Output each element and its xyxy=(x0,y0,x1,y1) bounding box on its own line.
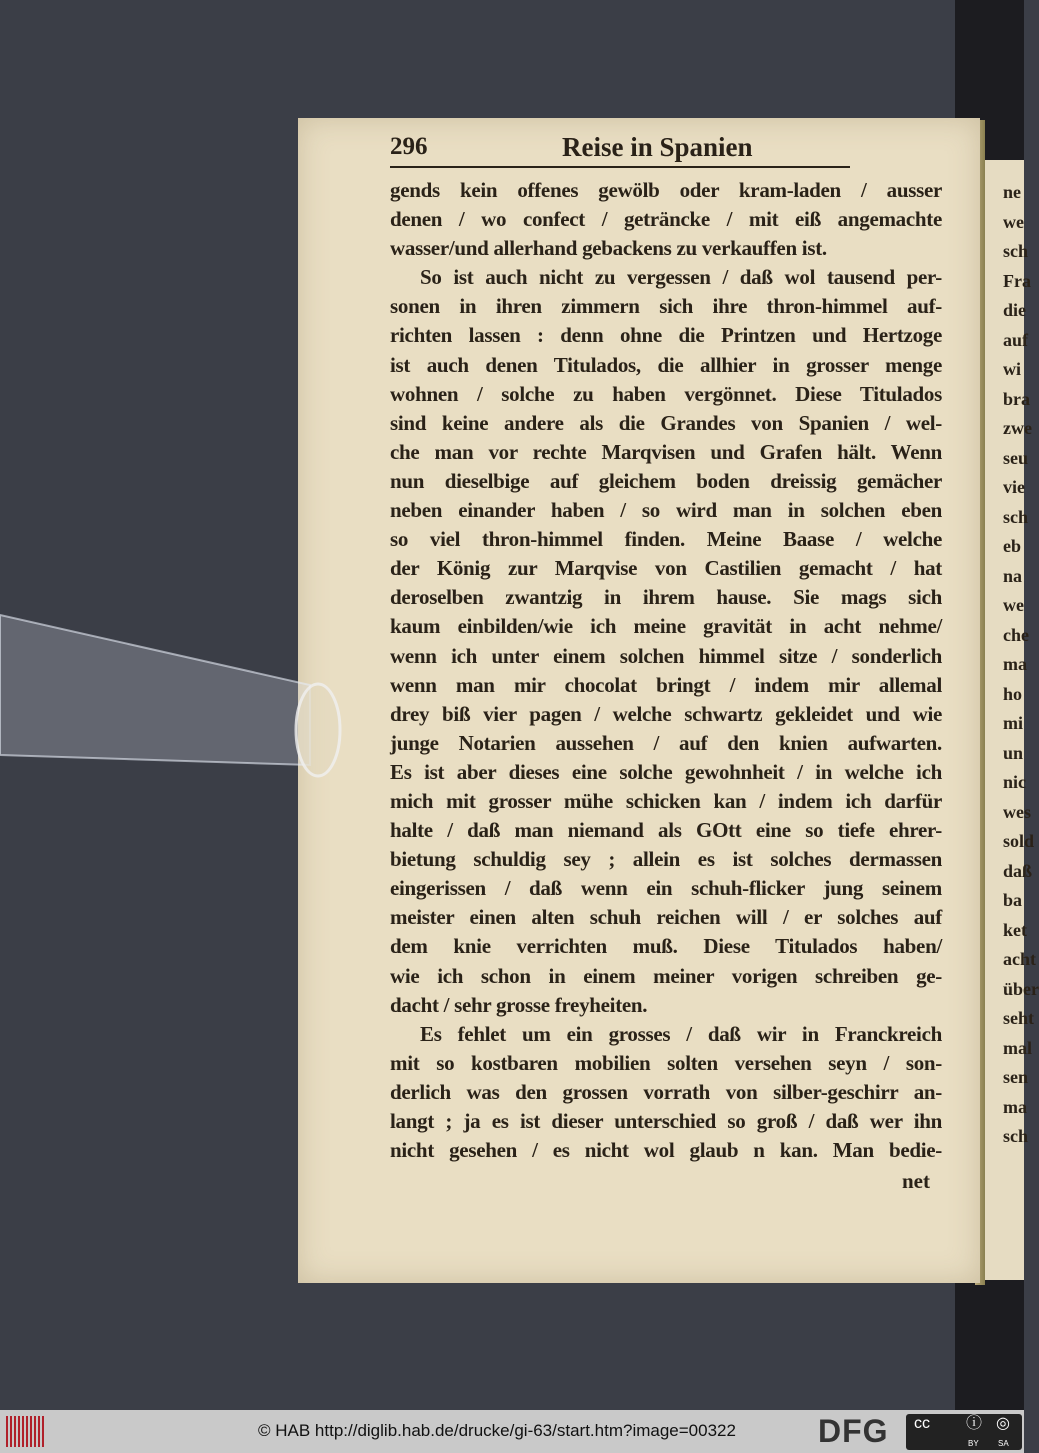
text-line xyxy=(390,467,942,496)
text-line-content: halte / daß man niemand als GOtt eine so tiefe ehrer- xyxy=(390,818,942,843)
text-line-content: mit so kostbaren mobilien solten versehen seyn / son- xyxy=(390,1050,942,1075)
text-line xyxy=(390,1107,942,1136)
text-line xyxy=(390,525,942,554)
text-line-content: kaum einbilden/wie ich meine gravität in acht nehme/ xyxy=(390,614,942,639)
text-line xyxy=(390,991,942,1020)
text-line xyxy=(390,932,942,961)
next-page-fragment: ma xyxy=(1003,654,1027,674)
text-line-content: sonen in ihren zimmern sich ihre thron-himmel auf- xyxy=(390,294,942,319)
text-line xyxy=(390,409,942,438)
next-page-fragment: Fra xyxy=(1003,270,1031,291)
text-line xyxy=(390,496,942,525)
next-page-fragment: bra xyxy=(1003,388,1030,409)
next-page-fragment: sch xyxy=(1003,241,1029,261)
book-page xyxy=(298,118,980,1283)
text-line xyxy=(390,438,942,467)
credit-link[interactable]: © HAB http://diglib.hab.de/drucke/gi-63/start.htm?image=00322 xyxy=(258,1421,736,1440)
text-line-content: nun dieselbige auf gleichem boden dreissig gemächer xyxy=(390,468,942,493)
text-line xyxy=(390,612,942,641)
text-line-content: bietung schuldig sey ; allein es ist solches dermassen xyxy=(390,847,942,872)
next-page-fragment: sch xyxy=(1003,506,1029,527)
next-page-fragment: ma xyxy=(1003,1096,1027,1117)
text-line-content: wohnen / solche zu haben vergönnet. Diese Titulados xyxy=(390,381,942,406)
next-page-fragment: seht xyxy=(1003,1008,1034,1028)
footer-bar xyxy=(0,1410,1024,1453)
text-line-content: nicht gesehen / es nicht wol glaub n kan. Man bedie- xyxy=(390,1138,942,1163)
text-line-content: der König zur Marqvise von Castilien gemacht / hat xyxy=(390,556,942,581)
text-line-content: So ist auch nicht zu vergessen / daß wol tausend per- xyxy=(420,265,942,290)
by-label: BY xyxy=(968,1439,979,1448)
next-page-fragment: sold xyxy=(1003,831,1035,851)
text-line-content: neben einander haben / so wird man in solchen eben xyxy=(390,498,942,523)
text-line-content: Es fehlet um ein grosses / daß wir in Franckreich xyxy=(420,1021,942,1046)
next-page-fragment: auf xyxy=(1003,329,1029,350)
text-line xyxy=(390,351,942,380)
text-line xyxy=(390,1049,942,1078)
text-line-content: denen / wo confect / geträncke / mit eiß angemachte xyxy=(390,207,942,232)
text-line-content: richten lassen : denn ohne die Printzen und Hertzoge xyxy=(390,323,942,348)
text-line-content: dem knie verrichten muß. Diese Titulados haben/ xyxy=(390,934,942,959)
next-page-fragment: we xyxy=(1003,595,1024,615)
page-header xyxy=(390,132,850,168)
next-page-fragment: un xyxy=(1003,742,1024,763)
text-line xyxy=(390,176,942,205)
hab-logo-icon xyxy=(6,1416,46,1447)
next-page-fragment: die xyxy=(1003,300,1027,320)
next-page-fragment: wes xyxy=(1003,801,1031,822)
next-page-fragment: wi xyxy=(1003,359,1021,379)
text-line-content: gends kein offenes gewölb oder kram-laden / ausser xyxy=(390,178,942,202)
text-line-content: meister einen alten schuh reichen will / er solches auf xyxy=(390,905,942,930)
sa-label: SA xyxy=(998,1439,1009,1448)
text-line-content: derlich was den grossen vorrath von silber-geschirr an- xyxy=(390,1079,942,1104)
text-line-content: wasser/und allerhand gebackens zu verkauffen ist. xyxy=(390,236,827,261)
text-line-content: deroselben zwantzig in ihrem hause. Sie mags sich xyxy=(390,585,942,610)
by-icon: ⓘ xyxy=(966,1415,983,1432)
text-line xyxy=(390,1136,942,1165)
text-line xyxy=(390,816,942,845)
sa-icon: ◎ xyxy=(996,1415,1010,1432)
next-page-fragment: seu xyxy=(1003,447,1029,468)
text-line-content: che man vor rechte Marqvisen und Grafen hält. Wenn xyxy=(390,439,942,464)
next-page-fragment: über xyxy=(1003,978,1039,999)
dfg-logo: DFG xyxy=(818,1413,889,1449)
text-line-content: langt ; ja es ist dieser unterschied so groß / daß wer ihn xyxy=(390,1109,942,1133)
text-line-content: sind keine andere als die Grandes von Spanien / wel- xyxy=(390,410,942,435)
text-line xyxy=(390,380,942,409)
text-line xyxy=(390,845,942,874)
next-page-fragment: ho xyxy=(1003,683,1023,704)
catchword: net xyxy=(902,1169,930,1193)
text-line-content: ist auch denen Titulados, die allhier in grosser menge xyxy=(390,352,942,377)
page-holder-clip xyxy=(0,615,340,785)
next-page-fragment: eb xyxy=(1003,536,1021,556)
text-line xyxy=(390,1020,942,1049)
next-page-fragment: daß xyxy=(1003,860,1033,881)
page-number: 296 xyxy=(390,133,428,160)
text-line-content: so viel thron-himmel finden. Meine Baase / welche xyxy=(390,527,942,552)
next-page-fragment: nic xyxy=(1003,772,1027,792)
next-page-fragment: vie xyxy=(1003,477,1025,497)
text-line xyxy=(390,205,942,234)
next-page-fragment: we xyxy=(1003,211,1024,232)
cc-license-icon[interactable] xyxy=(906,1414,1022,1450)
text-line xyxy=(390,554,942,583)
running-title: Reise in Spanien xyxy=(562,132,753,162)
next-page-fragment: sch xyxy=(1003,1126,1029,1146)
text-line xyxy=(390,903,942,932)
text-line-content: eingerissen / daß wenn ein schuh-flicker jung seinem xyxy=(390,876,942,901)
text-line-content: wie ich schon in einem meiner vorigen schreiben ge- xyxy=(390,963,942,988)
text-line-content: drey biß vier pagen / welche schwartz gekleidet und wie xyxy=(390,701,942,726)
page-text xyxy=(390,176,942,1165)
text-line xyxy=(390,671,942,700)
next-page-fragment: mi xyxy=(1003,713,1023,733)
text-line xyxy=(390,263,942,292)
text-line xyxy=(390,729,942,758)
next-page-fragment: na xyxy=(1003,565,1023,586)
cc-icon: cc xyxy=(914,1415,930,1432)
text-line-content: Es ist aber dieses eine solche gewohnheit / in welche ich xyxy=(390,759,942,784)
text-line xyxy=(390,234,942,263)
text-line xyxy=(390,292,942,321)
text-line xyxy=(390,700,942,729)
text-line-content: wenn man mir chocolat bringt / indem mir allemal xyxy=(390,672,942,697)
next-page-fragment: acht xyxy=(1003,949,1036,969)
next-page-fragment: ne xyxy=(1003,182,1021,202)
next-page-fragment: zwe xyxy=(1003,418,1032,438)
text-line xyxy=(390,962,942,991)
text-line xyxy=(390,787,942,816)
text-line-content: wenn ich unter einem solchen himmel sitze / sonderlich xyxy=(390,643,942,668)
next-page-fragment: che xyxy=(1003,624,1029,645)
text-line-content: junge Notarien aussehen / auf den knien aufwarten. xyxy=(390,730,942,755)
text-line xyxy=(390,642,942,671)
text-line xyxy=(390,758,942,787)
text-line xyxy=(390,874,942,903)
text-line xyxy=(390,1078,942,1107)
text-line-content: dacht / sehr grosse freyheiten. xyxy=(390,992,648,1017)
next-page-fragment: sen xyxy=(1003,1067,1029,1087)
next-page-fragment: ba xyxy=(1003,890,1023,910)
next-page-edge xyxy=(985,160,1039,1280)
text-line-content: mich mit grosser mühe schicken kan / indem ich darfür xyxy=(390,788,942,813)
text-line xyxy=(390,321,942,350)
next-page-fragment: mal xyxy=(1003,1037,1032,1058)
next-page-fragment: ket xyxy=(1003,919,1027,940)
text-line xyxy=(390,583,942,612)
